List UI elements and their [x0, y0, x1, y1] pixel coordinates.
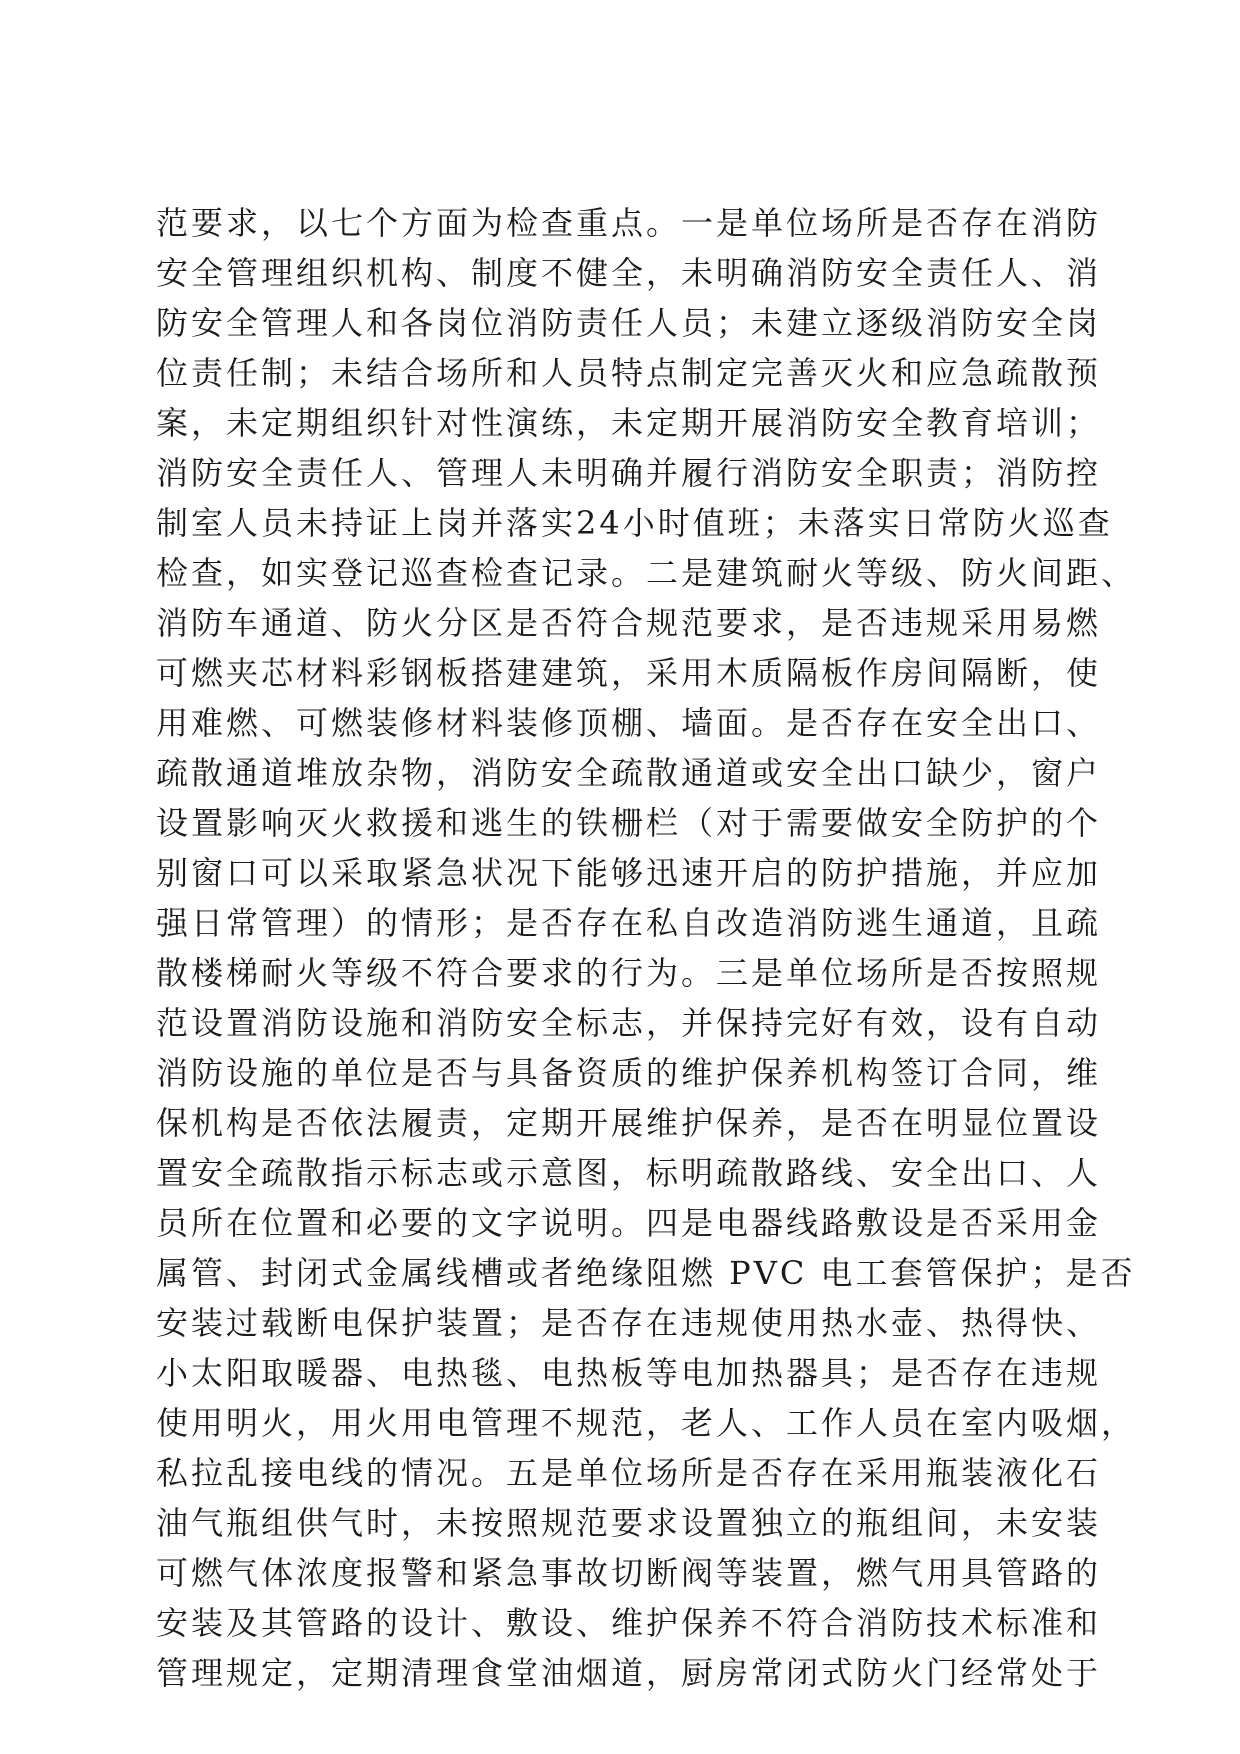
text-line: 油气瓶组供气时，未按照规范要求设置独立的瓶组间，未安装 — [156, 1504, 1102, 1542]
text-line: 疏散通道堆放杂物，消防安全疏散通道或安全出口缺少，窗户 — [156, 754, 1102, 792]
text-line: 小太阳取暖器、电热毯、电热板等电加热器具；是否存在违规 — [156, 1354, 1102, 1392]
text-line: 安全管理组织机构、制度不健全，未明确消防安全责任人、消 — [156, 254, 1102, 292]
text-line: 可燃夹芯材料彩钢板搭建建筑，采用木质隔板作房间隔断，使 — [156, 654, 1102, 692]
text-line: 用难燃、可燃装修材料装修顶棚、墙面。是否存在安全出口、 — [156, 704, 1102, 742]
body-text — [156, 198, 1137, 1698]
text-line: 消防车通道、防火分区是否符合规范要求，是否违规采用易燃 — [156, 604, 1102, 642]
text-line: 安装过载断电保护装置；是否存在违规使用热水壶、热得快、 — [156, 1304, 1102, 1342]
text-line: 可燃气体浓度报警和紧急事故切断阀等装置，燃气用具管路的 — [156, 1554, 1102, 1592]
text-line: 范要求，以七个方面为检查重点。一是单位场所是否存在消防 — [156, 204, 1102, 242]
text-line: 使用明火，用火用电管理不规范，老人、工作人员在室内吸烟， — [156, 1404, 1137, 1442]
text-line: 安装及其管路的设计、敷设、维护保养不符合消防技术标准和 — [156, 1604, 1102, 1642]
text-line: 位责任制；未结合场所和人员特点制定完善灭火和应急疏散预 — [156, 354, 1102, 392]
text-line: 消防设施的单位是否与具备资质的维护保养机构签订合同，维 — [156, 1054, 1102, 1092]
text-line: 检查，如实登记巡查检查记录。二是建筑耐火等级、防火间距、 — [156, 554, 1137, 592]
text-line: 别窗口可以采取紧急状况下能够迅速开启的防护措施，并应加 — [156, 854, 1102, 892]
text-line: 保机构是否依法履责，定期开展维护保养，是否在明显位置设 — [156, 1104, 1102, 1142]
text-line: 私拉乱接电线的情况。五是单位场所是否存在采用瓶装液化石 — [156, 1454, 1102, 1492]
text-line: 范设置消防设施和消防安全标志，并保持完好有效，设有自动 — [156, 1004, 1102, 1042]
text-line: 员所在位置和必要的文字说明。四是电器线路敷设是否采用金 — [156, 1204, 1102, 1242]
text-line: 消防安全责任人、管理人未明确并履行消防安全职责；消防控 — [156, 454, 1102, 492]
text-line: 强日常管理）的情形；是否存在私自改造消防逃生通道，且疏 — [156, 904, 1102, 942]
text-line: 设置影响灭火救援和逃生的铁栅栏（对于需要做安全防护的个 — [156, 804, 1102, 842]
text-line: 散楼梯耐火等级不符合要求的行为。三是单位场所是否按照规 — [156, 954, 1102, 992]
text-line: 案，未定期组织针对性演练，未定期开展消防安全教育培训； — [156, 404, 1102, 442]
text-line: 管理规定，定期清理食堂油烟道，厨房常闭式防火门经常处于 — [156, 1654, 1102, 1692]
text-line: 防安全管理人和各岗位消防责任人员；未建立逐级消防安全岗 — [156, 304, 1102, 342]
text-line: 属管、封闭式金属线槽或者绝缘阻燃 PVC 电工套管保护；是否 — [156, 1254, 1136, 1292]
text-line: 置安全疏散指示标志或示意图，标明疏散路线、安全出口、人 — [156, 1154, 1102, 1192]
text-line: 制室人员未持证上岗并落实24小时值班；未落实日常防火巡查 — [156, 504, 1113, 542]
